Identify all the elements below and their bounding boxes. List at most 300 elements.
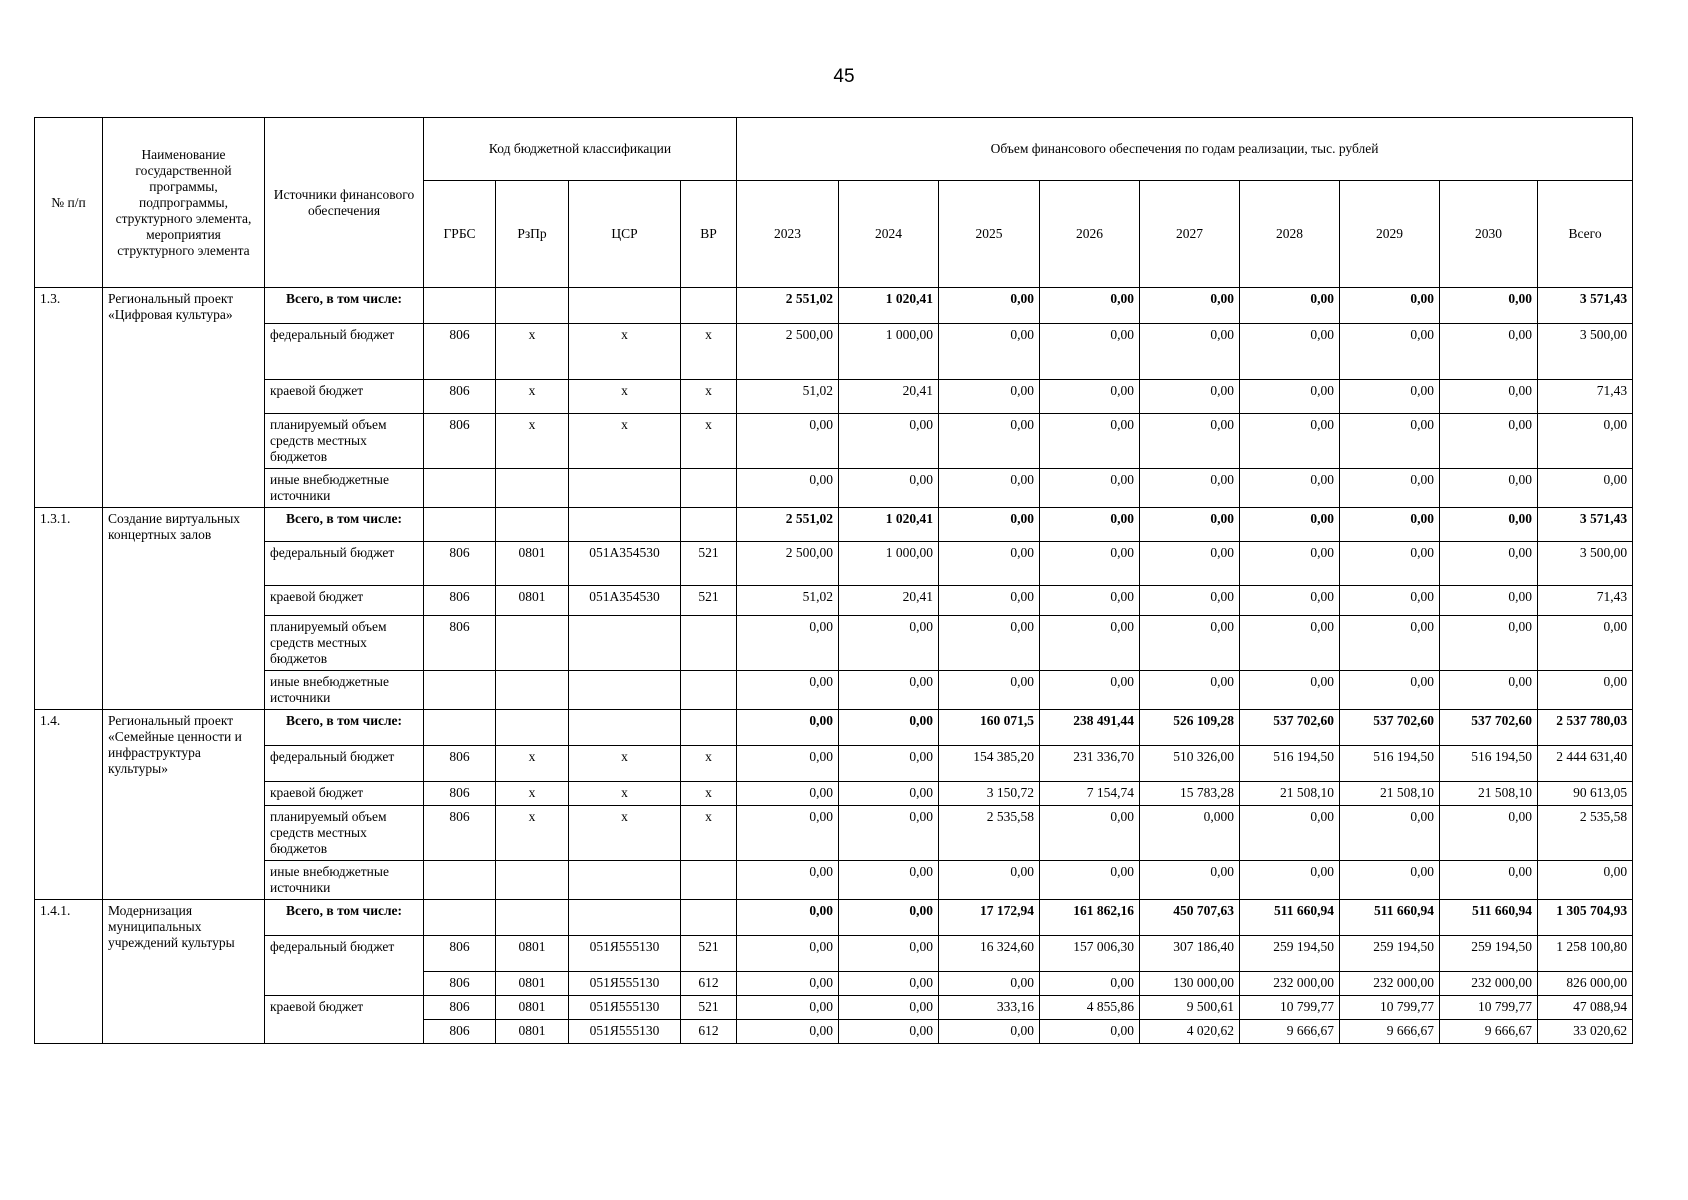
year-value-cell: 0,00 <box>939 671 1040 710</box>
section-name: Региональный проект «Семейные ценности и инфраструктура культуры» <box>103 710 265 900</box>
year-value-cell: 0,00 <box>839 710 939 746</box>
year-value-cell: 9 666,67 <box>1240 1020 1340 1044</box>
year-value-cell: 9 666,67 <box>1340 1020 1440 1044</box>
year-value-cell: 0,00 <box>1040 324 1140 380</box>
total-value-cell: 2 444 631,40 <box>1538 746 1633 782</box>
year-value-cell: 0,00 <box>1340 380 1440 414</box>
funding-source: краевой бюджет <box>265 586 424 616</box>
year-value-cell: 537 702,60 <box>1340 710 1440 746</box>
budget-code-cell: 806 <box>424 542 496 586</box>
total-value-cell: 1 305 704,93 <box>1538 900 1633 936</box>
year-value-cell: 0,00 <box>939 861 1040 900</box>
budget-code-cell: х <box>681 806 737 861</box>
year-value-cell: 0,00 <box>1340 861 1440 900</box>
budget-code-cell: х <box>496 746 569 782</box>
year-value-cell: 0,00 <box>939 616 1040 671</box>
budget-code-cell: 612 <box>681 1020 737 1044</box>
table-row <box>35 936 1633 972</box>
budget-code-cell: 051А354530 <box>569 542 681 586</box>
budget-code-cell <box>424 900 496 936</box>
table-row <box>35 414 1633 469</box>
header-no: № п/п <box>35 118 103 288</box>
year-value-cell: 0,00 <box>1040 861 1140 900</box>
year-value-cell: 10 799,77 <box>1440 996 1538 1020</box>
year-value-cell: 0,00 <box>1140 586 1240 616</box>
budget-code-cell: х <box>496 806 569 861</box>
total-value-cell: 0,00 <box>1538 469 1633 508</box>
budget-code-cell: 806 <box>424 936 496 972</box>
year-value-cell: 0,000 <box>1140 806 1240 861</box>
budget-code-cell: 0801 <box>496 996 569 1020</box>
header-year-2027: 2027 <box>1140 181 1240 288</box>
budget-code-cell: х <box>681 782 737 806</box>
year-value-cell: 160 071,5 <box>939 710 1040 746</box>
total-value-cell: 71,43 <box>1538 586 1633 616</box>
budget-code-cell: 806 <box>424 746 496 782</box>
year-value-cell: 0,00 <box>737 900 839 936</box>
year-value-cell: 0,00 <box>839 671 939 710</box>
budget-code-cell: х <box>569 414 681 469</box>
year-value-cell: 0,00 <box>1440 508 1538 542</box>
year-value-cell: 0,00 <box>939 288 1040 324</box>
table-row <box>35 586 1633 616</box>
year-value-cell: 516 194,50 <box>1440 746 1538 782</box>
year-value-cell: 0,00 <box>737 469 839 508</box>
funding-source: краевой бюджет <box>265 380 424 414</box>
budget-code-cell <box>569 288 681 324</box>
budget-code-cell: 612 <box>681 972 737 996</box>
table-row <box>35 671 1633 710</box>
year-value-cell: 0,00 <box>1440 861 1538 900</box>
table-row <box>35 380 1633 414</box>
header-total: Всего <box>1538 181 1633 288</box>
year-value-cell: 0,00 <box>1040 616 1140 671</box>
total-value-cell: 3 571,43 <box>1538 508 1633 542</box>
budget-code-cell: 0801 <box>496 542 569 586</box>
year-value-cell: 7 154,74 <box>1040 782 1140 806</box>
year-value-cell: 0,00 <box>1140 671 1240 710</box>
year-value-cell: 51,02 <box>737 586 839 616</box>
funding-source: Всего, в том числе: <box>265 710 424 746</box>
budget-code-cell: 806 <box>424 996 496 1020</box>
funding-source: иные внебюджетные источники <box>265 671 424 710</box>
budget-code-cell: х <box>569 380 681 414</box>
budget-code-cell <box>569 900 681 936</box>
section-number: 1.3.1. <box>35 508 103 710</box>
funding-source: иные внебюджетные источники <box>265 469 424 508</box>
year-value-cell: 0,00 <box>839 469 939 508</box>
total-value-cell: 71,43 <box>1538 380 1633 414</box>
year-value-cell: 0,00 <box>1040 469 1140 508</box>
budget-code-cell <box>681 710 737 746</box>
budget-code-cell <box>424 861 496 900</box>
budget-code-cell <box>681 508 737 542</box>
year-value-cell: 0,00 <box>737 414 839 469</box>
year-value-cell: 0,00 <box>1440 671 1538 710</box>
table-row <box>35 996 1633 1020</box>
funding-source: иные внебюджетные источники <box>265 861 424 900</box>
year-value-cell: 537 702,60 <box>1440 710 1538 746</box>
year-value-cell: 2 500,00 <box>737 324 839 380</box>
year-value-cell: 0,00 <box>1340 586 1440 616</box>
budget-code-cell <box>496 469 569 508</box>
table-row <box>35 324 1633 380</box>
budget-code-cell <box>496 508 569 542</box>
year-value-cell: 0,00 <box>1340 508 1440 542</box>
table-row <box>35 806 1633 861</box>
year-value-cell: 0,00 <box>1140 288 1240 324</box>
year-value-cell: 537 702,60 <box>1240 710 1340 746</box>
year-value-cell: 0,00 <box>1040 414 1140 469</box>
year-value-cell: 0,00 <box>939 324 1040 380</box>
budget-code-cell: х <box>569 324 681 380</box>
total-value-cell: 0,00 <box>1538 861 1633 900</box>
year-value-cell: 0,00 <box>1140 861 1240 900</box>
year-value-cell: 0,00 <box>939 542 1040 586</box>
year-value-cell: 1 000,00 <box>839 542 939 586</box>
year-value-cell: 0,00 <box>737 806 839 861</box>
budget-code-cell <box>424 671 496 710</box>
table-row <box>35 746 1633 782</box>
total-value-cell: 3 571,43 <box>1538 288 1633 324</box>
budget-code-cell: 0801 <box>496 972 569 996</box>
year-value-cell: 0,00 <box>1240 414 1340 469</box>
year-value-cell: 20,41 <box>839 380 939 414</box>
budget-code-cell <box>496 616 569 671</box>
year-value-cell: 0,00 <box>1340 288 1440 324</box>
year-value-cell: 16 324,60 <box>939 936 1040 972</box>
year-value-cell: 238 491,44 <box>1040 710 1140 746</box>
funding-source: федеральный бюджет <box>265 324 424 380</box>
funding-source: краевой бюджет <box>265 996 424 1044</box>
year-value-cell: 307 186,40 <box>1140 936 1240 972</box>
year-value-cell: 130 000,00 <box>1140 972 1240 996</box>
budget-code-cell <box>681 616 737 671</box>
budget-code-cell: 806 <box>424 380 496 414</box>
year-value-cell: 0,00 <box>939 414 1040 469</box>
year-value-cell: 0,00 <box>1040 380 1140 414</box>
budget-code-cell: х <box>496 782 569 806</box>
year-value-cell: 0,00 <box>1340 324 1440 380</box>
year-value-cell: 259 194,50 <box>1440 936 1538 972</box>
year-value-cell: 450 707,63 <box>1140 900 1240 936</box>
budget-code-cell: 806 <box>424 586 496 616</box>
year-value-cell: 4 020,62 <box>1140 1020 1240 1044</box>
year-value-cell: 1 000,00 <box>839 324 939 380</box>
year-value-cell: 0,00 <box>939 380 1040 414</box>
year-value-cell: 0,00 <box>1140 380 1240 414</box>
year-value-cell: 0,00 <box>839 616 939 671</box>
year-value-cell: 0,00 <box>1440 324 1538 380</box>
year-value-cell: 0,00 <box>939 972 1040 996</box>
year-value-cell: 259 194,50 <box>1240 936 1340 972</box>
year-value-cell: 511 660,94 <box>1240 900 1340 936</box>
year-value-cell: 511 660,94 <box>1340 900 1440 936</box>
year-value-cell: 232 000,00 <box>1340 972 1440 996</box>
year-value-cell: 0,00 <box>737 616 839 671</box>
section-name: Создание виртуальных концертных залов <box>103 508 265 710</box>
total-value-cell: 3 500,00 <box>1538 324 1633 380</box>
section-number: 1.4.1. <box>35 900 103 1044</box>
year-value-cell: 0,00 <box>1240 806 1340 861</box>
year-value-cell: 0,00 <box>1240 671 1340 710</box>
year-value-cell: 526 109,28 <box>1140 710 1240 746</box>
budget-code-cell <box>569 671 681 710</box>
budget-code-cell: 521 <box>681 542 737 586</box>
header-grbs: ГРБС <box>424 181 496 288</box>
budget-code-cell: 806 <box>424 806 496 861</box>
budget-code-cell <box>569 469 681 508</box>
budget-code-cell <box>569 710 681 746</box>
year-value-cell: 0,00 <box>1140 324 1240 380</box>
table-row <box>35 710 1633 746</box>
budget-code-cell: 806 <box>424 782 496 806</box>
year-value-cell: 0,00 <box>1340 806 1440 861</box>
budget-code-cell: 051Я555130 <box>569 972 681 996</box>
budget-code-cell: 806 <box>424 324 496 380</box>
year-value-cell: 0,00 <box>1440 414 1538 469</box>
budget-code-cell <box>424 508 496 542</box>
budget-code-cell: 806 <box>424 414 496 469</box>
header-year-2024: 2024 <box>839 181 939 288</box>
budget-code-cell: 521 <box>681 586 737 616</box>
budget-code-cell: х <box>496 324 569 380</box>
year-value-cell: 10 799,77 <box>1340 996 1440 1020</box>
table-row <box>35 900 1633 936</box>
year-value-cell: 0,00 <box>1240 616 1340 671</box>
funding-source: планируемый объем средств местных бюджетов <box>265 414 424 469</box>
year-value-cell: 15 783,28 <box>1140 782 1240 806</box>
year-value-cell: 0,00 <box>1240 508 1340 542</box>
year-value-cell: 0,00 <box>1440 616 1538 671</box>
total-value-cell: 33 020,62 <box>1538 1020 1633 1044</box>
year-value-cell: 0,00 <box>737 1020 839 1044</box>
budget-code-cell: х <box>681 324 737 380</box>
table-row <box>35 616 1633 671</box>
year-value-cell: 0,00 <box>1340 414 1440 469</box>
year-value-cell: 0,00 <box>1240 380 1340 414</box>
year-value-cell: 0,00 <box>1440 586 1538 616</box>
section-name: Модернизация муниципальных учреждений культуры <box>103 900 265 1044</box>
funding-source: федеральный бюджет <box>265 746 424 782</box>
year-value-cell: 2 551,02 <box>737 288 839 324</box>
header-year-2025: 2025 <box>939 181 1040 288</box>
year-value-cell: 0,00 <box>839 414 939 469</box>
year-value-cell: 0,00 <box>737 782 839 806</box>
header-year-2030: 2030 <box>1440 181 1538 288</box>
funding-source: краевой бюджет <box>265 782 424 806</box>
year-value-cell: 17 172,94 <box>939 900 1040 936</box>
year-value-cell: 0,00 <box>1040 1020 1140 1044</box>
year-value-cell: 0,00 <box>1140 508 1240 542</box>
funding-source: планируемый объем средств местных бюджетов <box>265 806 424 861</box>
year-value-cell: 0,00 <box>1340 671 1440 710</box>
total-value-cell: 826 000,00 <box>1538 972 1633 996</box>
year-value-cell: 0,00 <box>939 1020 1040 1044</box>
total-value-cell: 2 537 780,03 <box>1538 710 1633 746</box>
year-value-cell: 516 194,50 <box>1240 746 1340 782</box>
header-csr: ЦСР <box>569 181 681 288</box>
year-value-cell: 0,00 <box>1440 806 1538 861</box>
year-value-cell: 0,00 <box>737 972 839 996</box>
header-year-2023: 2023 <box>737 181 839 288</box>
header-volume-group: Объем финансового обеспечения по годам реализации, тыс. рублей <box>737 118 1633 181</box>
total-value-cell: 0,00 <box>1538 616 1633 671</box>
year-value-cell: 232 000,00 <box>1240 972 1340 996</box>
funding-source: Всего, в том числе: <box>265 508 424 542</box>
year-value-cell: 0,00 <box>1140 469 1240 508</box>
total-value-cell: 47 088,94 <box>1538 996 1633 1020</box>
table-row <box>35 782 1633 806</box>
year-value-cell: 9 666,67 <box>1440 1020 1538 1044</box>
total-value-cell: 3 500,00 <box>1538 542 1633 586</box>
year-value-cell: 10 799,77 <box>1240 996 1340 1020</box>
budget-code-cell <box>681 288 737 324</box>
year-value-cell: 0,00 <box>1040 508 1140 542</box>
funding-source: планируемый объем средств местных бюджетов <box>265 616 424 671</box>
year-value-cell: 0,00 <box>1340 542 1440 586</box>
year-value-cell: 0,00 <box>1040 586 1140 616</box>
total-value-cell: 1 258 100,80 <box>1538 936 1633 972</box>
budget-code-cell: 521 <box>681 936 737 972</box>
year-value-cell: 0,00 <box>1440 469 1538 508</box>
year-value-cell: 0,00 <box>1140 414 1240 469</box>
funding-source: Всего, в том числе: <box>265 900 424 936</box>
header-year-2028: 2028 <box>1240 181 1340 288</box>
year-value-cell: 0,00 <box>1440 542 1538 586</box>
year-value-cell: 516 194,50 <box>1340 746 1440 782</box>
year-value-cell: 161 862,16 <box>1040 900 1140 936</box>
budget-code-cell <box>496 861 569 900</box>
year-value-cell: 0,00 <box>737 746 839 782</box>
header-vr: ВР <box>681 181 737 288</box>
year-value-cell: 0,00 <box>1040 542 1140 586</box>
budget-code-cell <box>569 616 681 671</box>
year-value-cell: 0,00 <box>839 996 939 1020</box>
year-value-cell: 0,00 <box>1440 288 1538 324</box>
year-value-cell: 0,00 <box>1240 469 1340 508</box>
year-value-cell: 1 020,41 <box>839 288 939 324</box>
budget-code-cell: х <box>681 414 737 469</box>
budget-code-cell: 051Я555130 <box>569 996 681 1020</box>
year-value-cell: 0,00 <box>737 936 839 972</box>
total-value-cell: 0,00 <box>1538 414 1633 469</box>
total-value-cell: 2 535,58 <box>1538 806 1633 861</box>
budget-code-cell: 051Я555130 <box>569 1020 681 1044</box>
budget-code-cell <box>681 861 737 900</box>
year-value-cell: 0,00 <box>1240 324 1340 380</box>
budget-code-cell: 521 <box>681 996 737 1020</box>
budget-code-cell: х <box>681 746 737 782</box>
year-value-cell: 2 551,02 <box>737 508 839 542</box>
budget-code-cell <box>681 900 737 936</box>
header-rzpr: РзПр <box>496 181 569 288</box>
year-value-cell: 0,00 <box>839 1020 939 1044</box>
budget-code-cell <box>424 288 496 324</box>
budget-code-cell <box>424 710 496 746</box>
budget-code-cell: 806 <box>424 972 496 996</box>
year-value-cell: 0,00 <box>1040 671 1140 710</box>
year-value-cell: 0,00 <box>1040 972 1140 996</box>
year-value-cell: 0,00 <box>1240 586 1340 616</box>
year-value-cell: 9 500,61 <box>1140 996 1240 1020</box>
year-value-cell: 0,00 <box>1140 616 1240 671</box>
year-value-cell: 0,00 <box>839 861 939 900</box>
total-value-cell: 0,00 <box>1538 671 1633 710</box>
year-value-cell: 232 000,00 <box>1440 972 1538 996</box>
budget-code-cell: 806 <box>424 1020 496 1044</box>
section-name: Региональный проект «Цифровая культура» <box>103 288 265 508</box>
table-row <box>35 542 1633 586</box>
budget-code-cell: х <box>681 380 737 414</box>
year-value-cell: 511 660,94 <box>1440 900 1538 936</box>
page-number: 45 <box>833 66 855 87</box>
budget-code-cell: х <box>569 806 681 861</box>
year-value-cell: 21 508,10 <box>1340 782 1440 806</box>
year-value-cell: 2 535,58 <box>939 806 1040 861</box>
budget-code-cell: х <box>569 782 681 806</box>
year-value-cell: 0,00 <box>1240 861 1340 900</box>
budget-code-cell: х <box>496 380 569 414</box>
budget-code-cell <box>569 861 681 900</box>
funding-source: федеральный бюджет <box>265 542 424 586</box>
year-value-cell: 2 500,00 <box>737 542 839 586</box>
year-value-cell: 0,00 <box>1040 806 1140 861</box>
year-value-cell: 0,00 <box>939 469 1040 508</box>
year-value-cell: 154 385,20 <box>939 746 1040 782</box>
year-value-cell: 0,00 <box>839 936 939 972</box>
budget-code-cell <box>681 671 737 710</box>
header-year-2029: 2029 <box>1340 181 1440 288</box>
table-header <box>35 118 1633 288</box>
budget-code-cell <box>681 469 737 508</box>
year-value-cell: 51,02 <box>737 380 839 414</box>
table-row <box>35 469 1633 508</box>
year-value-cell: 0,00 <box>939 508 1040 542</box>
budget-code-cell: 806 <box>424 616 496 671</box>
year-value-cell: 4 855,86 <box>1040 996 1140 1020</box>
table-row <box>35 288 1633 324</box>
section-number: 1.4. <box>35 710 103 900</box>
year-value-cell: 0,00 <box>1340 469 1440 508</box>
year-value-cell: 0,00 <box>1240 288 1340 324</box>
budget-code-cell <box>424 469 496 508</box>
budget-code-cell <box>496 900 569 936</box>
year-value-cell: 0,00 <box>1240 542 1340 586</box>
budget-code-cell: х <box>496 414 569 469</box>
funding-source: федеральный бюджет <box>265 936 424 996</box>
header-year-2026: 2026 <box>1040 181 1140 288</box>
budget-code-cell: 051А354530 <box>569 586 681 616</box>
header-name: Наименование государственной программы, подпрограммы, структурного элемента, мероприятия структурного элемента <box>103 118 265 288</box>
year-value-cell: 231 336,70 <box>1040 746 1140 782</box>
year-value-cell: 157 006,30 <box>1040 936 1140 972</box>
year-value-cell: 0,00 <box>737 996 839 1020</box>
year-value-cell: 3 150,72 <box>939 782 1040 806</box>
year-value-cell: 0,00 <box>737 671 839 710</box>
year-value-cell: 0,00 <box>1440 380 1538 414</box>
budget-code-cell <box>496 671 569 710</box>
year-value-cell: 259 194,50 <box>1340 936 1440 972</box>
year-value-cell: 0,00 <box>939 586 1040 616</box>
funding-source: Всего, в том числе: <box>265 288 424 324</box>
year-value-cell: 0,00 <box>737 861 839 900</box>
year-value-cell: 510 326,00 <box>1140 746 1240 782</box>
year-value-cell: 21 508,10 <box>1240 782 1340 806</box>
year-value-cell: 0,00 <box>1140 542 1240 586</box>
table-row <box>35 861 1633 900</box>
budget-code-cell: 051Я555130 <box>569 936 681 972</box>
